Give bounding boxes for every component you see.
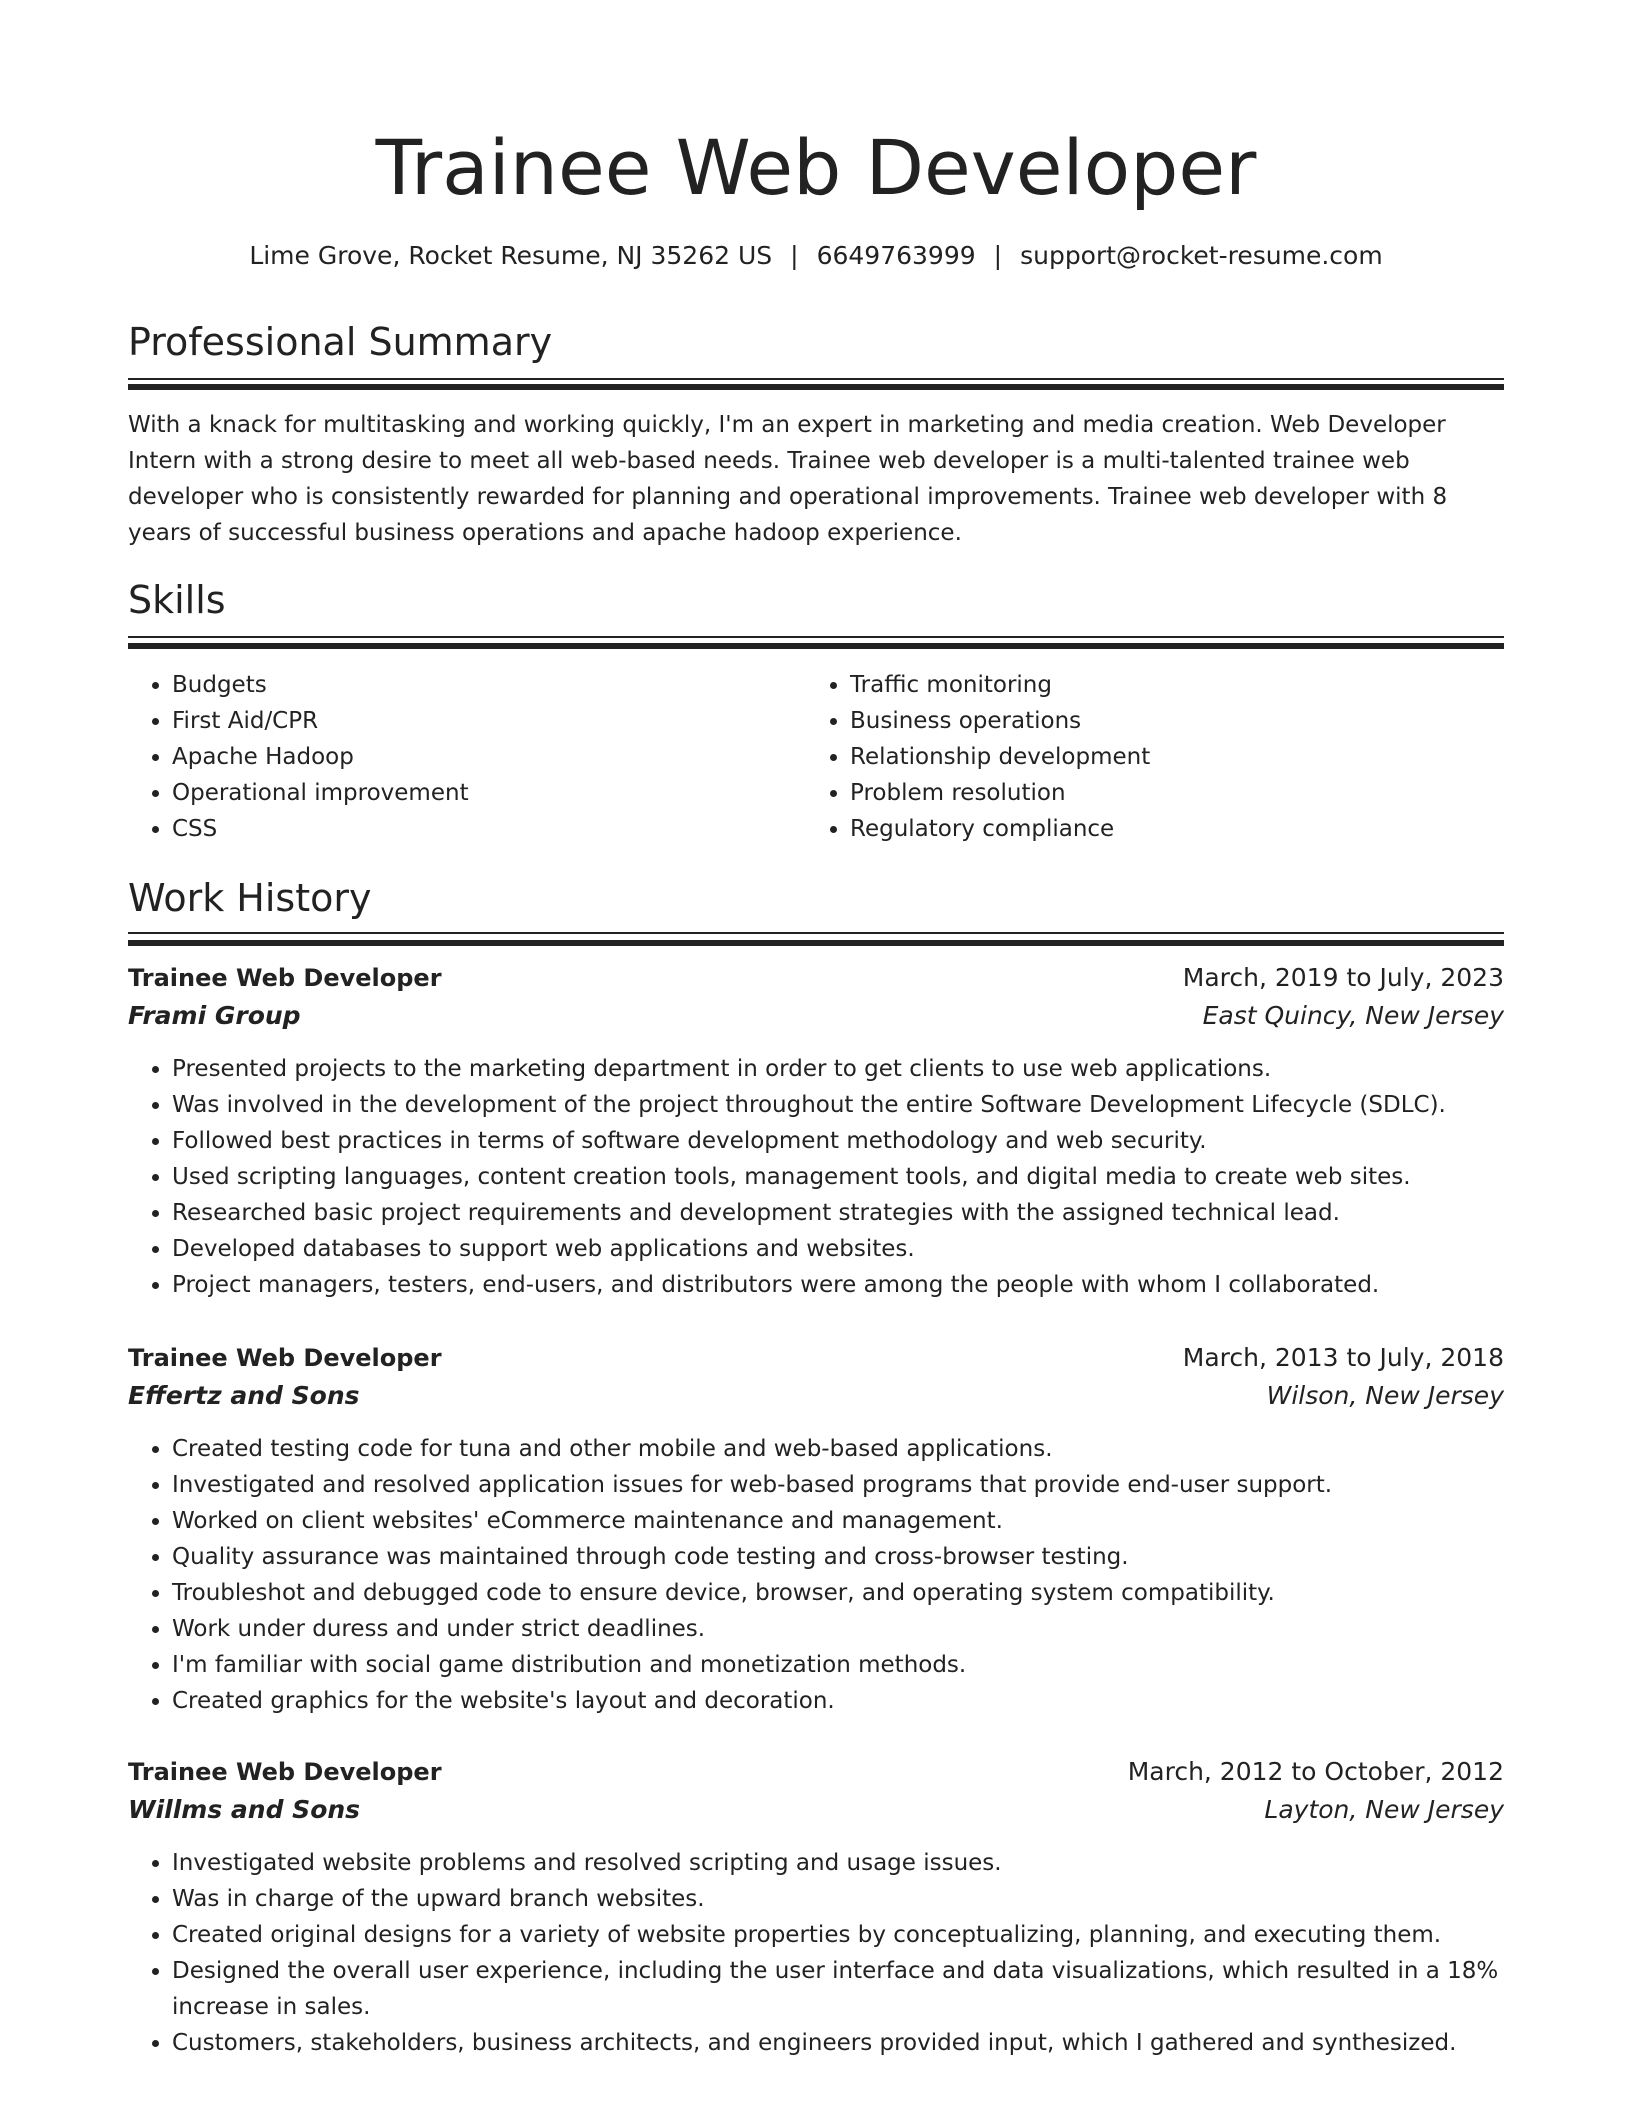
- skill-item: • Budgets: [172, 667, 806, 703]
- job-bullet: • Created graphics for the website's layout and decoration.: [172, 1683, 1504, 1719]
- job-location: Wilson, New Jersey: [1266, 1381, 1504, 1410]
- skill-item: • Operational improvement: [172, 775, 806, 811]
- job-company-row: [128, 1381, 1504, 1419]
- skill-item: • Relationship development: [850, 739, 1484, 775]
- job-bullet: • Investigated and resolved application issues for web-based programs that provide end-user support.: [172, 1467, 1504, 1503]
- job-company: Frami Group: [128, 1001, 301, 1030]
- skill-item: • Regulatory compliance: [850, 811, 1484, 847]
- job-location: East Quincy, New Jersey: [1202, 1001, 1504, 1030]
- job-entry: [128, 1757, 1504, 2061]
- section-divider-thick: [128, 940, 1504, 946]
- skills-list: [128, 667, 1504, 847]
- skill-item: • CSS: [172, 811, 806, 847]
- section-divider-thick: [128, 384, 1504, 390]
- job-bullet: • Customers, stakeholders, business architects, and engineers provided input, which I gathered and synthesized.: [172, 2025, 1504, 2061]
- work-section-header: [128, 874, 1504, 922]
- job-dates: March, 2012 to October, 2012: [1127, 1757, 1504, 1786]
- job-bullet: • Used scripting languages, content creation tools, management tools, and digital media to create web sites.: [172, 1159, 1504, 1195]
- job-bullet: • Investigated website problems and resolved scripting and usage issues.: [172, 1845, 1504, 1881]
- skill-item: • Apache Hadoop: [172, 739, 806, 775]
- job-bullet: • Developed databases to support web applications and websites.: [172, 1231, 1504, 1267]
- skills-column-left: [128, 667, 806, 847]
- skills-column-right: [806, 667, 1484, 847]
- resume-title: Trainee Web Developer: [375, 123, 1257, 212]
- skills-section-header: [128, 576, 1504, 624]
- job-header-row: [128, 1757, 1504, 1795]
- job-bullet: • Worked on client websites' eCommerce maintenance and management.: [172, 1503, 1504, 1539]
- job-bullets: [128, 1431, 1504, 1719]
- job-bullet: • Quality assurance was maintained through code testing and cross-browser testing.: [172, 1539, 1504, 1575]
- job-title: Trainee Web Developer: [128, 964, 442, 992]
- contact-address: Lime Grove, Rocket Resume, NJ 35262 US: [249, 241, 773, 270]
- contact-phone: 6649763999: [816, 241, 976, 270]
- job-company: Effertz and Sons: [128, 1381, 360, 1410]
- summary-heading: Professional Summary: [128, 320, 553, 364]
- section-divider-thin: [128, 932, 1504, 934]
- job-company-row: [128, 1001, 1504, 1039]
- job-bullet: • Designed the overall user experience, including the user interface and data visualizations, which resulted in a 18% increase in sales.: [172, 1953, 1504, 2025]
- job-bullet: • Troubleshot and debugged code to ensure device, browser, and operating system compatibility.: [172, 1575, 1504, 1611]
- work-heading: Work History: [128, 876, 372, 920]
- job-bullet: • Followed best practices in terms of software development methodology and web security.: [172, 1123, 1504, 1159]
- job-bullet: • Created original designs for a variety of website properties by conceptualizing, planning, and executing them.: [172, 1917, 1504, 1953]
- skill-item: • Traffic monitoring: [850, 667, 1484, 703]
- job-entry: [128, 963, 1504, 1303]
- job-header-row: [128, 1343, 1504, 1381]
- job-bullet: • Project managers, testers, end-users, and distributors were among the people with whom I collaborated.: [172, 1267, 1504, 1303]
- skill-item: • First Aid/CPR: [172, 703, 806, 739]
- skill-item: • Business operations: [850, 703, 1484, 739]
- contact-email: support@rocket-resume.com: [1020, 241, 1383, 270]
- job-bullet: • Was in charge of the upward branch websites.: [172, 1881, 1504, 1917]
- job-entry: [128, 1343, 1504, 1719]
- skills-heading: Skills: [128, 578, 226, 622]
- job-header-row: [128, 963, 1504, 1001]
- skill-item: • Problem resolution: [850, 775, 1484, 811]
- job-bullet: • Work under duress and under strict deadlines.: [172, 1611, 1504, 1647]
- job-dates: March, 2013 to July, 2018: [1182, 1343, 1504, 1372]
- job-company: Willms and Sons: [128, 1795, 361, 1824]
- job-bullet: • I'm familiar with social game distribution and monetization methods.: [172, 1647, 1504, 1683]
- contact-line: [128, 238, 1504, 274]
- summary-section-header: [128, 318, 1504, 366]
- resume-page: [128, 0, 1504, 2112]
- job-bullet: • Was involved in the development of the project throughout the entire Software Development Lifecycle (SDLC).: [172, 1087, 1504, 1123]
- job-company-row: [128, 1795, 1504, 1833]
- contact-separator: |: [993, 241, 1003, 270]
- job-title: Trainee Web Developer: [128, 1758, 442, 1786]
- contact-separator: |: [790, 241, 799, 270]
- job-bullet: • Researched basic project requirements and development strategies with the assigned technical lead.: [172, 1195, 1504, 1231]
- job-bullet: • Created testing code for tuna and other mobile and web-based applications.: [172, 1431, 1504, 1467]
- job-bullet: • Presented projects to the marketing department in order to get clients to use web applications.: [172, 1051, 1504, 1087]
- section-divider-thin: [128, 378, 1504, 380]
- job-bullets: [128, 1051, 1504, 1303]
- summary-text: With a knack for multitasking and working quickly, I'm an expert in marketing and media creation. Web Developer Intern with a strong desire to meet all web-based needs. Trainee web developer is a multi-talented trainee web developer who is consistently rewarded for planning and operational improvements. Trainee web developer with 8 years of successful business operations and apache hadoop experience.: [128, 412, 1448, 546]
- job-location: Layton, New Jersey: [1264, 1795, 1504, 1824]
- job-bullets: [128, 1845, 1504, 2061]
- section-divider-thin: [128, 636, 1504, 638]
- section-divider-thick: [128, 643, 1504, 649]
- job-title: Trainee Web Developer: [128, 1344, 442, 1372]
- job-dates: March, 2019 to July, 2023: [1182, 963, 1504, 992]
